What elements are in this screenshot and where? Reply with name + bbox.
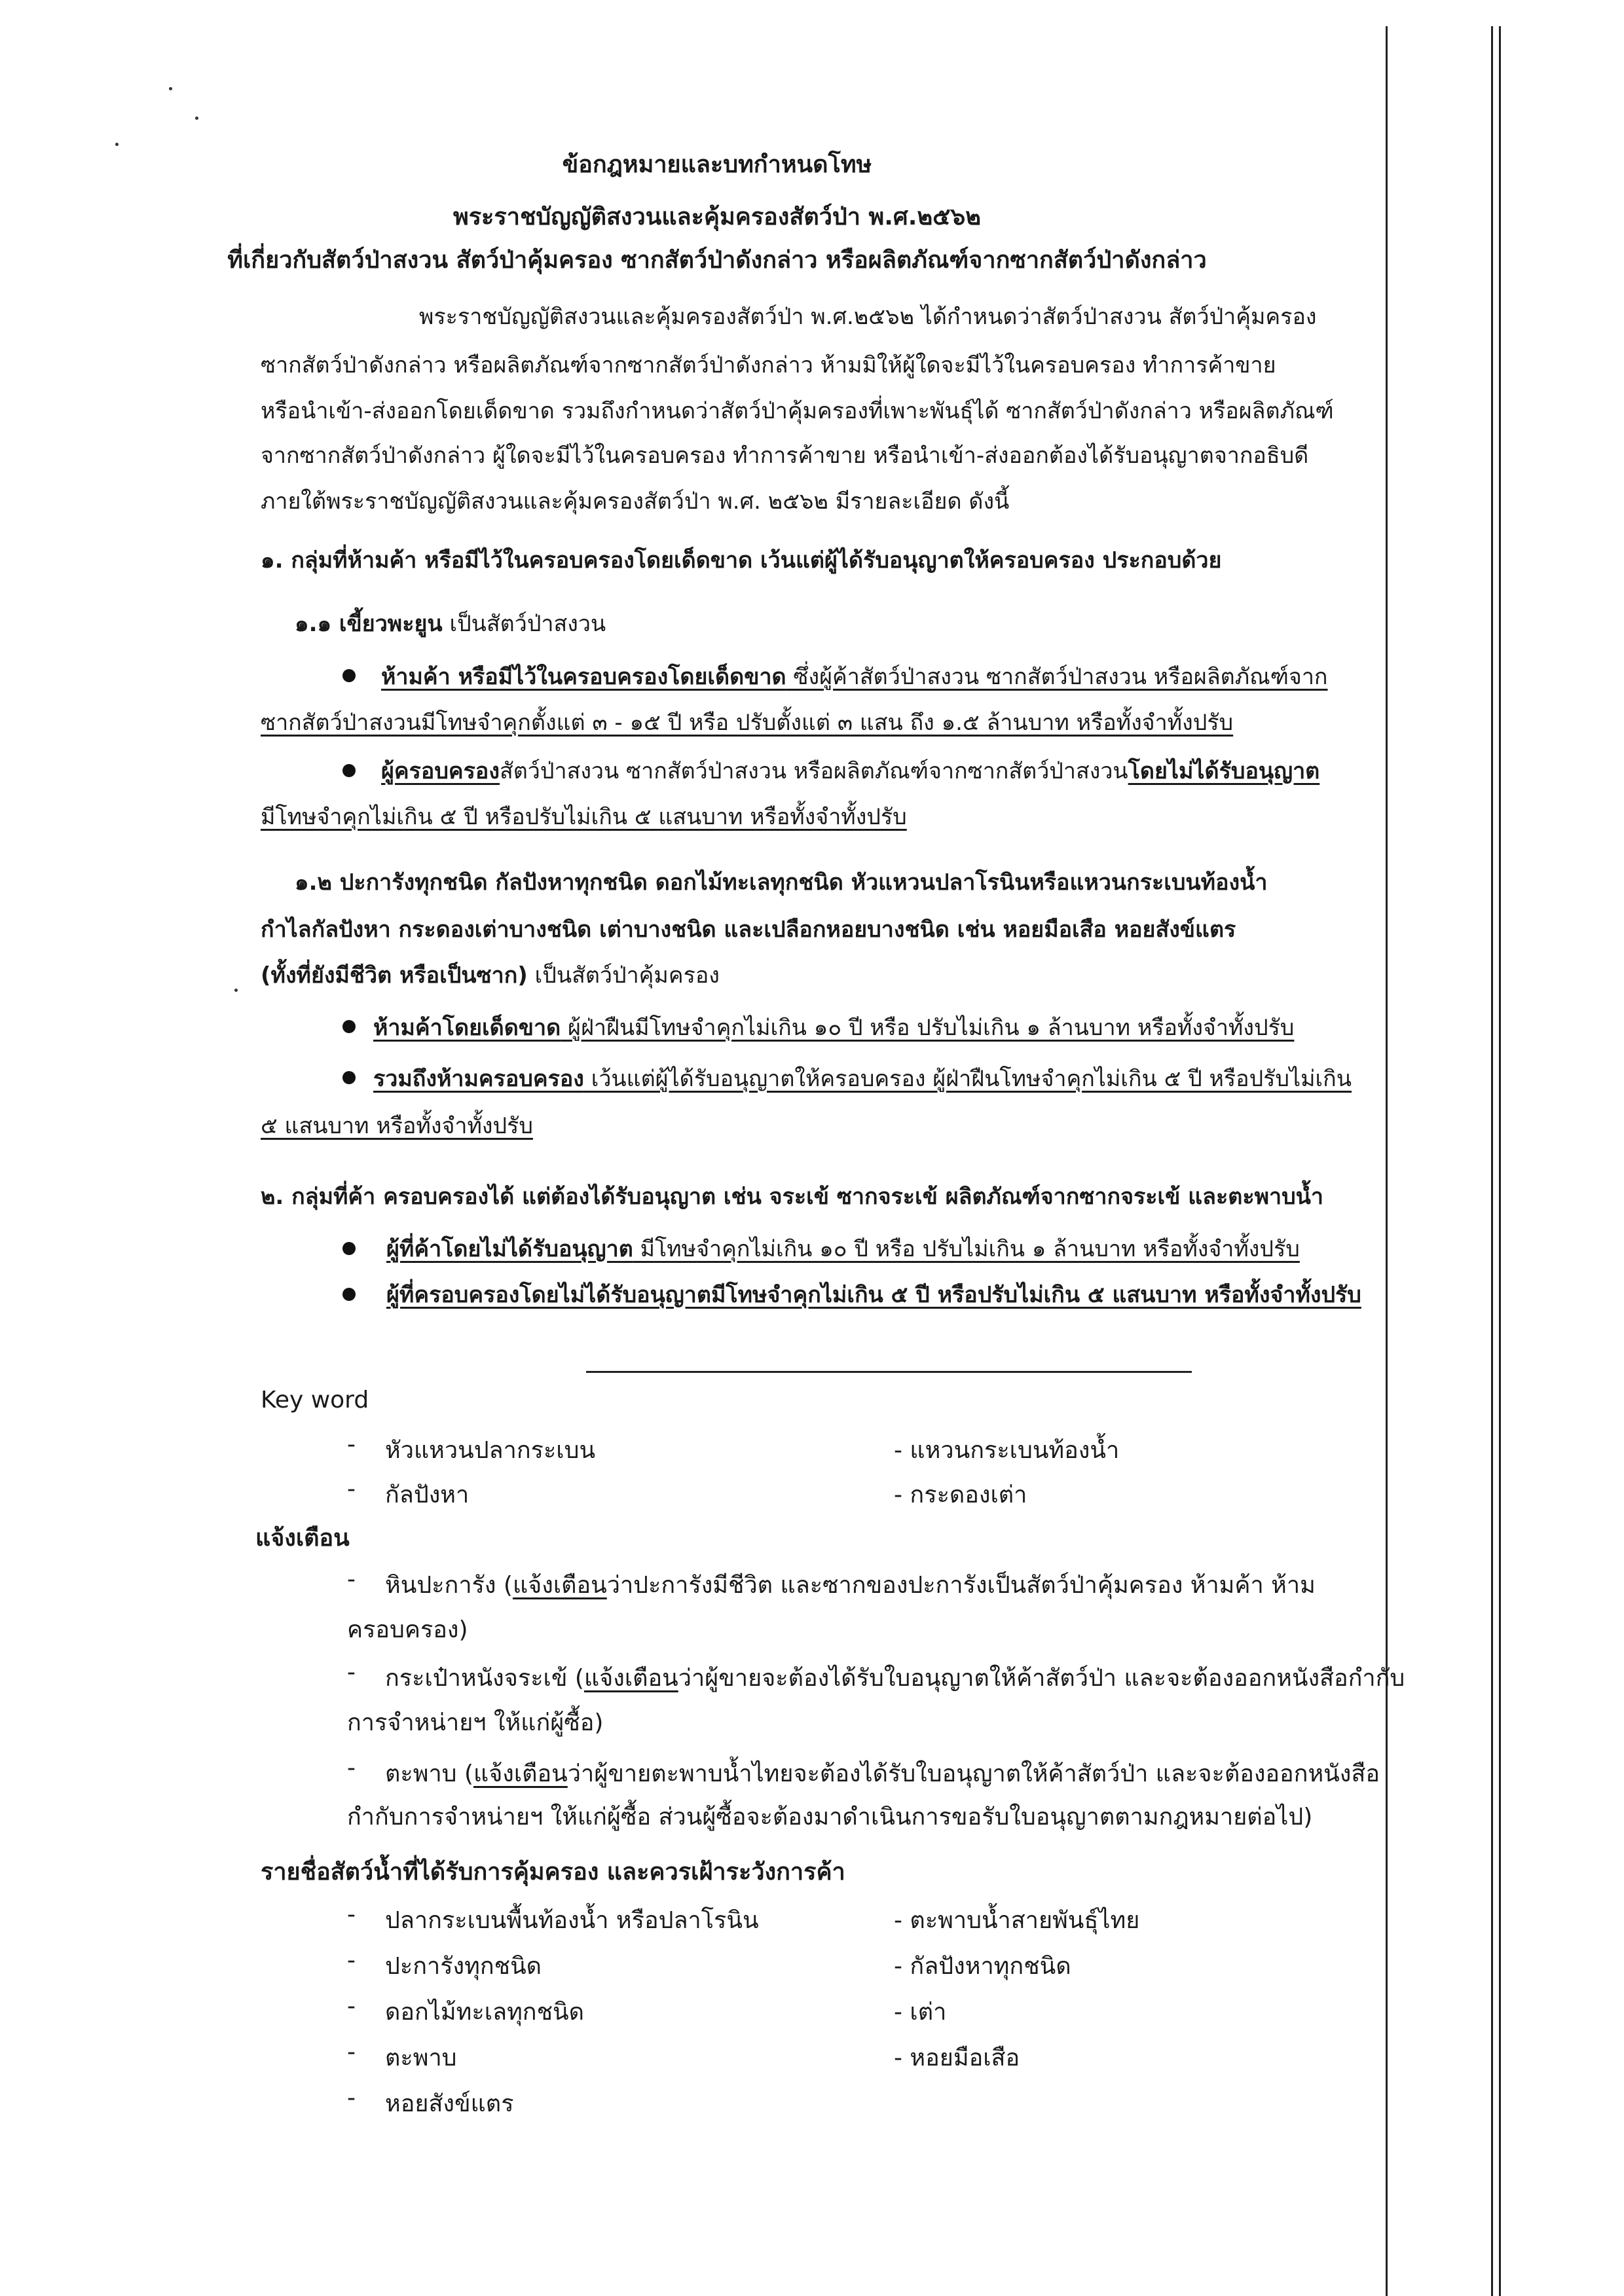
keyword-item: หัวแหวนปลากระเบน (385, 1437, 596, 1464)
warning-item-prefix: ตะพาบ ( (385, 1760, 473, 1787)
species-dash: - (347, 1947, 356, 1974)
species-item: - ตะพาบน้ำสายพันธุ์ไทย (894, 1907, 1140, 1934)
doc-title-line-3: ที่เกี่ยวกับสัตว์ป่าสงวน สัตว์ป่าคุ้มครอง ซากสัตว์ป่าดังกล่าว หรือผลิตภัณฑ์จากซากสัตว์ป่าดังกล่าว (227, 247, 1207, 274)
section-divider (586, 1371, 1192, 1373)
species-item: - เต่า (894, 1999, 947, 2026)
scan-vertical-line (1491, 26, 1493, 2296)
bullet-icon (342, 1288, 356, 1301)
penalty-1-1-b-tail: โดยไม่ได้รับอนุญาต (1128, 758, 1320, 784)
penalty-1-1-b-mid: สัตว์ป่าสงวน ซากสัตว์ป่าสงวน หรือผลิตภัณฑ์จากซากสัตว์ป่าสงวน (499, 758, 1128, 784)
bullet-icon (342, 1242, 356, 1255)
intro-line: ภายใต้พระราชบัญญัติสงวนและคุ้มครองสัตว์ป่า พ.ศ. ๒๕๖๒ มีรายละเอียด ดังนี้ (261, 488, 1010, 515)
species-dash: - (347, 2039, 356, 2066)
warning-item-prefix: กระเป๋าหนังจระเข้ ( (385, 1665, 584, 1692)
intro-line: ซากสัตว์ป่าดังกล่าว หรือผลิตภัณฑ์จากซากสัตว์ป่าดังกล่าว ห้ามมิให้ผู้ใดจะมีไว้ในครอบครอง ทำการค้าขาย (261, 352, 1276, 378)
warning-dash: - (347, 1566, 356, 1593)
penalty-1-1-b (381, 753, 1320, 788)
keyword-item: - กระดองเต่า (894, 1482, 1027, 1508)
penalty-1-1-a-rest: ซึ่งผู้ค้าสัตว์ป่าสงวน ซากสัตว์ป่าสงวน หรือผลิตภัณฑ์จาก (786, 664, 1328, 690)
keyword-item: กัลปังหา (385, 1482, 470, 1508)
bullet-icon (342, 1071, 356, 1084)
scan-speck (169, 87, 172, 90)
subsection-1-2-line: ๑.๒ ปะการังทุกชนิด กัลปังหาทุกชนิด ดอกไม้ทะเลทุกชนิด หัวแหวนปลาโรนินหรือแหวนกระเบนท้องน้ำ (295, 869, 1268, 896)
warning-item (385, 1566, 1316, 1603)
warning-tag: แจ้งเตือน (583, 1665, 678, 1692)
subsection-1-2-line: กำไลกัลปังหา กระดองเต่าบางชนิด เต่าบางชนิด และเปลือกหอยบางชนิด เช่น หอยมือเสือ หอยสังข์แตร (261, 917, 1236, 943)
keyword-dash: - (347, 1476, 356, 1503)
penalty-1-2-a (373, 1010, 1294, 1045)
keyword-title: Key word (261, 1387, 369, 1413)
penalty-1-2-b (373, 1061, 1352, 1096)
species-item: ดอกไม้ทะเลทุกชนิด (385, 1999, 585, 2026)
warning-tag: แจ้งเตือน (512, 1572, 607, 1599)
penalty-1-1-b-line2: มีโทษจำคุกไม่เกิน ๕ ปี หรือปรับไม่เกิน ๕ แสนบาท หรือทั้งจำทั้งปรับ (261, 804, 907, 830)
penalty-1-2-b-bold: รวมถึงห้ามครอบครอง (373, 1066, 584, 1092)
section-2-heading: ๒. กลุ่มที่ค้า ครอบครองได้ แต่ต้องได้รับอนุญาต เช่น จระเข้ ซากจระเข้ ผลิตภัณฑ์จากซากจระเข้ และตะพาบน้ำ (261, 1184, 1324, 1210)
intro-line: พระราชบัญญัติสงวนและคุ้มครองสัตว์ป่า พ.ศ.๒๕๖๒ ได้กำหนดว่าสัตว์ป่าสงวน สัตว์ป่าคุ้มครอง (419, 304, 1317, 330)
warning-dash: - (347, 1755, 356, 1781)
penalty-2-a (386, 1231, 1300, 1266)
keyword-item: - แหวนกระเบนท้องน้ำ (894, 1437, 1120, 1464)
warning-item-text: ว่าผู้ขายตะพาบน้ำไทยจะต้องได้รับใบอนุญาตให้ค้าสัตว์ป่า และจะต้องออกหนังสือ (567, 1760, 1380, 1787)
warning-line2: กำกับการจำหน่ายฯ ให้แก่ผู้ซื้อ ส่วนผู้ซื้อจะต้องมาดำเนินการขอรับใบอนุญาตตามกฎหมายต่อไป) (347, 1804, 1313, 1831)
scan-vertical-line (1499, 26, 1501, 2296)
section-1-heading: ๑. กลุ่มที่ห้ามค้า หรือมีไว้ในครอบครองโดยเด็ดขาด เว้นแต่ผู้ได้รับอนุญาตให้ครอบครอง ประกอบด้วย (261, 547, 1222, 574)
bullet-icon (342, 669, 356, 682)
species-item: ปะการังทุกชนิด (385, 1953, 542, 1980)
penalty-1-2-a-rest: ผู้ฝ่าฝืนมีโทษจำคุกไม่เกิน ๑๐ ปี หรือ ปรับไม่เกิน ๑ ล้านบาท หรือทั้งจำทั้งปรับ (561, 1015, 1295, 1041)
subsection-1-1-rest: เป็นสัตว์ป่าสงวน (442, 611, 606, 637)
warning-dash: - (347, 1659, 356, 1686)
warning-line2: การจำหน่ายฯ ให้แก่ผู้ซื้อ) (347, 1709, 604, 1736)
warning-item (385, 1659, 1405, 1696)
subsection-1-2-line (261, 957, 720, 993)
species-dash: - (347, 1901, 356, 1928)
intro-line: หรือนำเข้า-ส่งออกโดยเด็ดขาด รวมถึงกำหนดว่าสัตว์ป่าคุ้มครองที่เพาะพันธุ์ได้ ซากสัตว์ป่าดังกล่าว หรือผลิตภัณฑ์ (261, 398, 1334, 424)
intro-line: จากซากสัตว์ป่าดังกล่าว ผู้ใดจะมีไว้ในครอบครอง ทำการค้าขาย หรือนำเข้า-ส่งออกต้องได้รับอนุญาตจากอธิบดี (261, 443, 1309, 469)
species-item: ตะพาบ (385, 2045, 457, 2071)
subsection-1-1-lead: ๑.๑ เขี้ยวพะยูน (295, 611, 443, 637)
species-item: - กัลปังหาทุกชนิด (894, 1953, 1071, 1980)
species-item: ปลากระเบนพื้นท้องน้ำ หรือปลาโรนิน (385, 1907, 759, 1934)
subsection-1-1 (295, 606, 606, 641)
penalty-1-1-a-line2: ซากสัตว์ป่าสงวนมีโทษจำคุกตั้งแต่ ๓ - ๑๕ ปี หรือ ปรับตั้งแต่ ๓ แสน ถึง ๑.๕ ล้านบาท หรือทั้งจำทั้งปรับ (261, 710, 1234, 736)
penalty-2-a-bold: ผู้ที่ค้าโดยไม่ได้รับอนุญาต (386, 1236, 633, 1262)
penalty-1-1-b-bold: ผู้ครอบครอง (381, 758, 500, 784)
penalty-1-2-b-rest: เว้นแต่ผู้ได้รับอนุญาตให้ครอบครอง ผู้ฝ่าฝืนโทษจำคุกไม่เกิน ๕ ปี หรือปรับไม่เกิน (583, 1066, 1352, 1092)
warning-item-text: ว่าผู้ขายจะต้องได้รับใบอนุญาตให้ค้าสัตว์ป่า และจะต้องออกหนังสือกำกับ (678, 1665, 1405, 1692)
penalty-2-a-rest: มีโทษจำคุกไม่เกิน ๑๐ ปี หรือ ปรับไม่เกิน ๑ ล้านบาท หรือทั้งจำทั้งปรับ (633, 1236, 1300, 1262)
bullet-icon (342, 764, 356, 777)
subsection-1-2-bold: (ทั้งที่ยังมีชีวิต หรือเป็นซาก) (261, 962, 528, 989)
warning-line2: ครอบครอง) (347, 1616, 468, 1643)
species-dash: - (347, 2085, 356, 2111)
warning-item-prefix: หินปะการัง ( (385, 1572, 513, 1599)
keyword-dash: - (347, 1431, 356, 1458)
warning-item-text: ว่าปะการังมีชีวิต และซากของปะการังเป็นสัตว์ป่าคุ้มครอง ห้ามค้า ห้าม (606, 1572, 1316, 1599)
species-title: รายชื่อสัตว์น้ำที่ได้รับการคุ้มครอง และควรเฝ้าระวังการค้า (261, 1859, 845, 1886)
penalty-1-1-a (381, 659, 1328, 694)
scan-speck (234, 989, 238, 992)
scan-speck (195, 117, 198, 120)
bullet-icon (342, 1020, 356, 1033)
species-item: - หอยมือเสือ (894, 2045, 1020, 2071)
doc-title-line-2: พระราชบัญญัติสงวนและคุ้มครองสัตว์ป่า พ.ศ.๒๕๖๒ (452, 204, 982, 230)
warning-tag: แจ้งเตือน (473, 1760, 568, 1787)
penalty-1-2-a-bold: ห้ามค้าโดยเด็ดขาด (373, 1015, 561, 1041)
doc-title-line-1: ข้อกฎหมายและบทกำหนดโทษ (562, 151, 872, 178)
species-item: หอยสังข์แตร (385, 2090, 514, 2117)
subsection-1-2-rest: เป็นสัตว์ป่าคุ้มครอง (527, 962, 720, 989)
penalty-1-1-a-bold: ห้ามค้า หรือมีไว้ในครอบครองโดยเด็ดขาด (381, 664, 786, 690)
species-dash: - (347, 1993, 356, 2020)
scan-vertical-line (1386, 26, 1388, 2296)
warning-title: แจ้งเตือน (255, 1525, 350, 1552)
penalty-2-b: ผู้ที่ครอบครองโดยไม่ได้รับอนุญาตมีโทษจำคุกไม่เกิน ๕ ปี หรือปรับไม่เกิน ๕ แสนบาท หรือทั้งจำทั้งปรับ (386, 1282, 1361, 1308)
penalty-1-2-b-line2: ๕ แสนบาท หรือทั้งจำทั้งปรับ (261, 1113, 533, 1139)
warning-item (385, 1755, 1380, 1792)
